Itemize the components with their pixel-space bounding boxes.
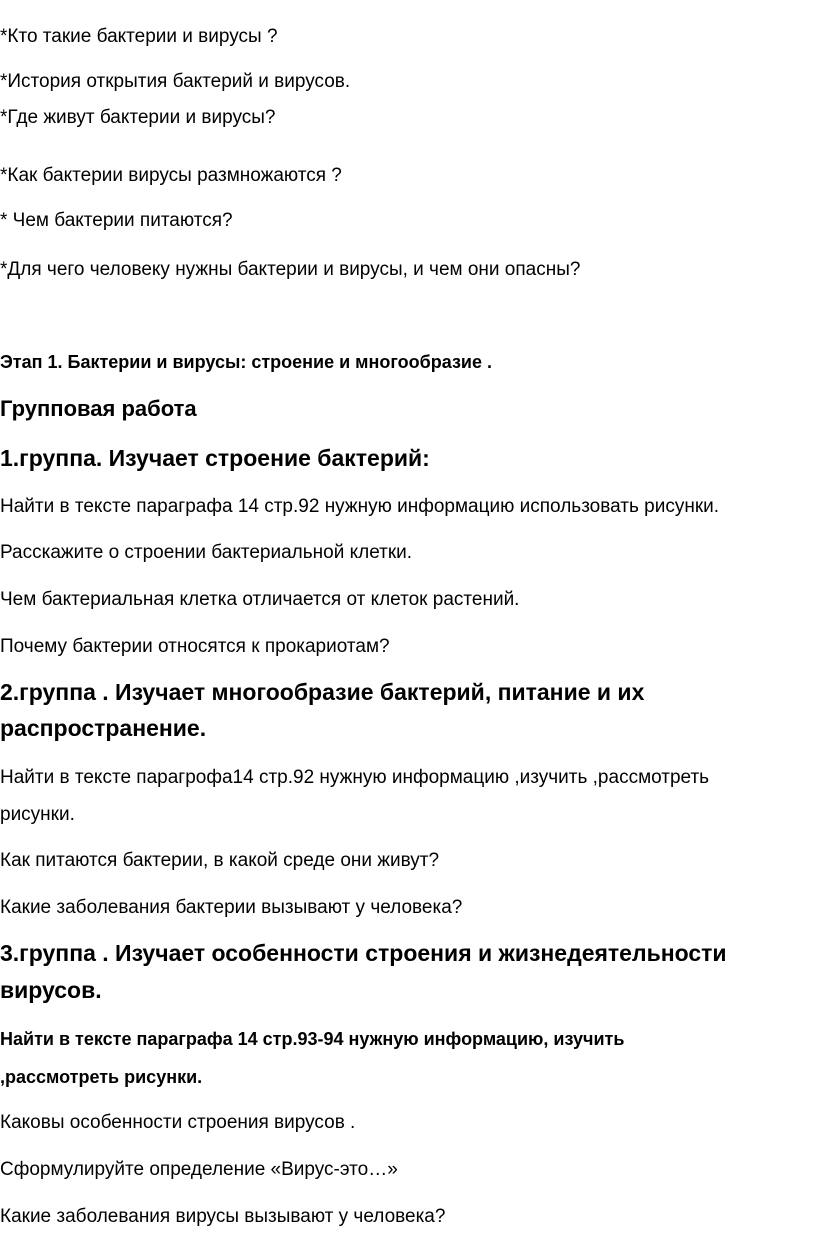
question-feed: * Чем бактерии питаются? bbox=[0, 210, 233, 231]
group2-title-line1: 2.группа . Изучает многообразие бактерий, питание и их bbox=[0, 679, 645, 705]
question-who: *Кто такие бактерии и вирусы ? bbox=[0, 26, 278, 47]
group3-instruction-line2: ,рассмотреть рисунки. bbox=[0, 1067, 203, 1087]
group2-task-1: Найти в тексте парагрофа14 стр.92 нужную информацию ,изучить ,рассмотреть bbox=[0, 767, 710, 788]
group1-task-2: Расскажите о строении бактериальной клетки. bbox=[0, 542, 413, 563]
group1-title: 1.группа. Изучает строение бактерий: bbox=[0, 445, 430, 471]
question-why-needed: *Для чего человеку нужны бактерии и вирусы, и чем они опасны? bbox=[0, 259, 581, 280]
group2-title-line2: распространение. bbox=[0, 715, 207, 741]
group2-task-1-continued: рисунки. bbox=[0, 804, 75, 825]
group2-task-2: Как питаются бактерии, в какой среде они живут? bbox=[0, 850, 440, 871]
group3-title-line2: вирусов. bbox=[0, 977, 102, 1003]
group1-task-1: Найти в тексте параграфа 14 стр.92 нужную информацию использовать рисунки. bbox=[0, 496, 720, 517]
group2-task-3: Какие заболевания бактерии вызывают у человека? bbox=[0, 897, 463, 918]
question-where: *Где живут бактерии и вирусы? bbox=[0, 107, 276, 128]
group3-task-1: Каковы особенности строения вирусов . bbox=[0, 1112, 356, 1133]
group1-task-3: Чем бактериальная клетка отличается от клеток растений. bbox=[0, 589, 520, 610]
group3-task-3: Какие заболевания вирусы вызывают у человека? bbox=[0, 1206, 446, 1227]
group3-title-line1: 3.группа . Изучает особенности строения и жизнедеятельности bbox=[0, 940, 727, 966]
question-reproduce: *Как бактерии вирусы размножаются ? bbox=[0, 165, 342, 186]
group1-task-4: Почему бактерии относятся к прокариотам? bbox=[0, 636, 390, 657]
group3-task-2: Сформулируйте определение «Вирус-это…» bbox=[0, 1159, 398, 1180]
stage1-title: Этап 1. Бактерии и вирусы: строение и многообразие . bbox=[0, 352, 492, 372]
group3-instruction-line1: Найти в тексте параграфа 14 стр.93-94 нужную информацию, изучить bbox=[0, 1029, 625, 1049]
group-work-title: Групповая работа bbox=[0, 396, 197, 421]
question-history: *История открытия бактерий и вирусов. bbox=[0, 71, 351, 92]
